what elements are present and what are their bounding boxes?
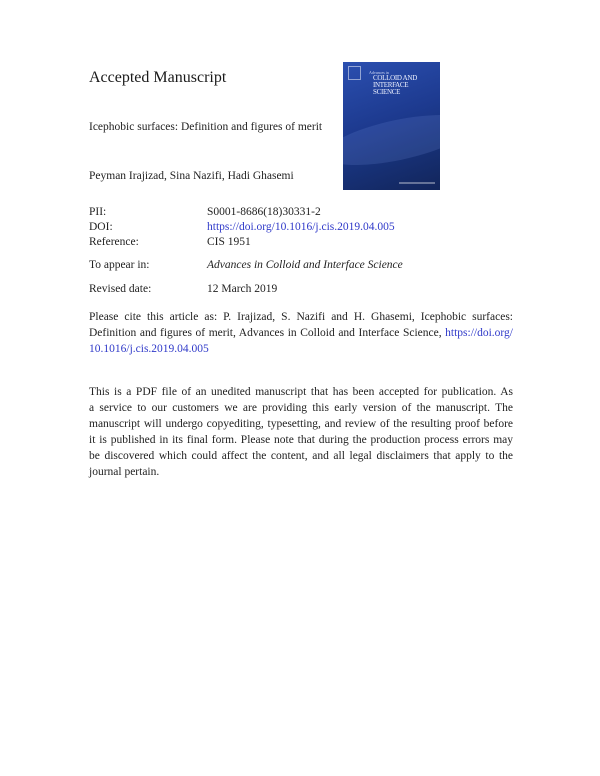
cover-journal-line: INTERFACE <box>373 81 409 89</box>
journal-cover <box>343 62 440 190</box>
notice-line: it is published in its final form. Please note that during the production process errors may <box>89 434 513 446</box>
cover-wave-graphic <box>343 105 440 175</box>
citation-line <box>89 341 513 357</box>
journal-name: Advances in Colloid and Interface Science <box>207 259 403 271</box>
doi-link[interactable]: https://doi.org/10.1016/j.cis.2019.04.005 <box>207 221 395 233</box>
notice-line: be discovered which could affect the content, and all legal disclaimers that apply to the <box>89 450 513 462</box>
doi-label: DOI: <box>89 221 113 233</box>
cover-journal-title <box>373 75 437 96</box>
reference-label: Reference: <box>89 236 139 248</box>
cover-journal-line: COLLOID AND <box>373 74 417 82</box>
notice-line: journal pertain. <box>89 466 160 478</box>
notice-line: This is a PDF file of an unedited manuscript that has been accepted for publication. As <box>89 386 513 398</box>
citation-line <box>89 325 513 341</box>
publisher-logo-icon <box>348 66 361 80</box>
citation-doi-link-cont[interactable]: 10.1016/j.cis.2019.04.005 <box>89 343 209 355</box>
revised-label: Revised date: <box>89 283 152 295</box>
article-title: Icephobic surfaces: Definition and figures of merit <box>89 121 323 133</box>
cover-footer-bar <box>399 182 435 184</box>
citation-doi-link[interactable]: https://doi.org/ <box>445 327 513 339</box>
cover-kicker: Advances in <box>369 70 389 75</box>
notice-line: manuscript will undergo copyediting, typesetting, and review of the resulting proof before <box>89 418 513 430</box>
page-title: Accepted Manuscript <box>89 69 227 86</box>
citation-text: Definition and figures of merit, Advances in Colloid and Interface Science, <box>89 327 446 339</box>
citation-line: Please cite this article as: P. Irajizad, S. Nazifi and H. Ghasemi, Icephobic surfaces: <box>89 311 513 323</box>
pii-value: S0001-8686(18)30331-2 <box>207 206 321 218</box>
cover-journal-line: SCIENCE <box>373 88 401 96</box>
article-authors: Peyman Irajizad, Sina Nazifi, Hadi Ghasemi <box>89 170 294 182</box>
revised-date: 12 March 2019 <box>207 283 278 295</box>
notice-paragraph <box>89 384 513 480</box>
reference-value: CIS 1951 <box>207 236 251 248</box>
pii-label: PII: <box>89 206 107 218</box>
notice-line: a service to our customers we are providing this early version of the manuscript. The <box>89 402 513 414</box>
citation-paragraph <box>89 309 513 357</box>
appear-label: To appear in: <box>89 259 150 271</box>
